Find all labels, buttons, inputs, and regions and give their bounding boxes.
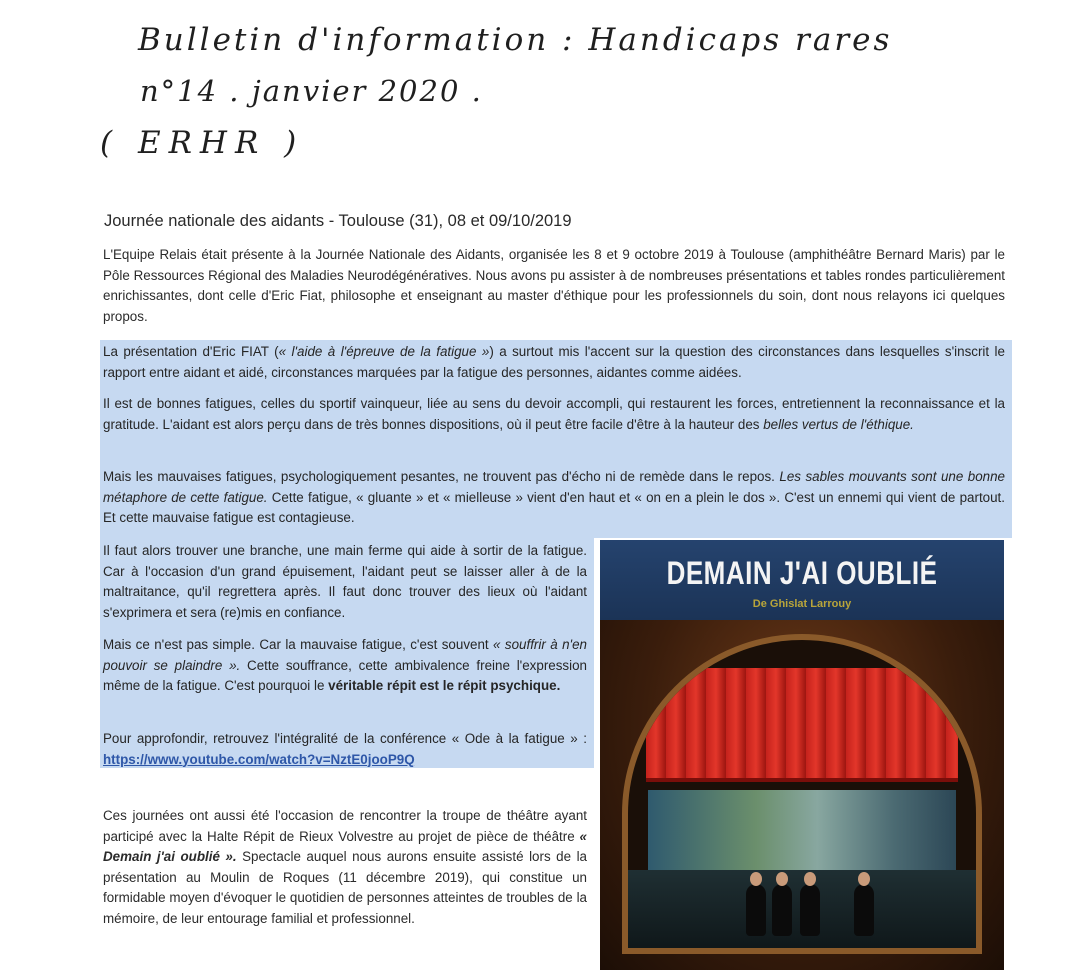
paragraph-find-branch: Il faut alors trouver une branche, une main ferme qui aide à sortir de la fatigue. Car à l'occasion d'un grand épuisement, l'aidant peut se laisser aller à de la maltraitance, qu'il regrettera après. Il faut donc trouver des lieux où l'aidant s'exprimera et sera (re)mis en confiance. [103, 543, 587, 620]
handwritten-erhr: ( ERHR ) [100, 125, 305, 161]
paragraph-bad-fatigue [103, 467, 1005, 529]
paragraph-good-fatigue [103, 394, 1005, 435]
p5-bold: véritable répit est le répit psychique. [328, 678, 561, 693]
actor-figure [854, 884, 874, 936]
actor-figure [746, 884, 766, 936]
handwritten-bulletin-title: Bulletin d'information : Handicaps rares [138, 22, 893, 58]
last-text-a: Ces journées ont aussi été l'occasion de rencontrer la troupe de théâtre ayant participé avec la Halte Répit de Rieux Volvestre au projet de pièce de théâtre [103, 808, 587, 844]
poster-title: DEMAIN J'AI OUBLIÉ [666, 554, 938, 592]
p6-text-a: Pour approfondir, retrouvez l'intégralité de la conférence « Ode à la fatigue » : [103, 731, 587, 746]
p2-italic: belles vertus de l'éthique. [763, 416, 914, 432]
article-title: Journée nationale des aidants - Toulouse (31), 08 et 09/10/2019 [104, 212, 572, 230]
p5-italic: « souffrir à n'en pouvoir se plaindre ». [103, 637, 587, 673]
p1-text-c: ) a surtout mis l'accent sur la question des circonstances dans lesquelles s'inscrit le rapport entre aidant et aidé, circonstances marquées par la fatigue des personnes, aidantes comme aidées. [103, 344, 1005, 380]
play-poster-image [600, 540, 1004, 970]
youtube-link[interactable]: https://www.youtube.com/watch?v=NztE0jooP9Q [103, 751, 415, 767]
p3-text-a: Mais les mauvaises fatigues, psychologiquement pesantes, ne trouvent pas d'écho ni de remède dans le repos. [103, 469, 780, 484]
painted-backdrop [648, 790, 956, 870]
red-curtain [646, 668, 958, 782]
p2-text-a: Il est de bonnes fatigues, celles du sportif vainqueur, liée au sens du devoir accompli, qui restaurent les forces, entretiennent la reconnaissance et la gratitude. L'aidant est alors perçu dans de très bonnes dispositions, où il peut être facile d'être à la hauteur des [103, 396, 1005, 432]
p1-text-a: La présentation d'Eric FIAT ( [103, 344, 279, 359]
paragraph-theatre [103, 806, 587, 929]
last-text-c: Spectacle auquel nous aurons ensuite assisté lors de la présentation au Moulin de Roques (11 décembre 2019), qui constitue un formidable moyen d'évoquer le quotidien de personnes atteintes de troubles de la mémoire, de leur entourage familial et professionnel. [103, 849, 587, 926]
actor-figure [800, 884, 820, 936]
last-play-title: « Demain j'ai oublié ». [103, 828, 587, 864]
intro-paragraph: L'Equipe Relais était présente à la Journée Nationale des Aidants, organisée les 8 et 9 octobre 2019 à Toulouse (amphithéâtre Bernard Maris) par le Pôle Ressources Régional des Maladies Neurodégénératives. Nous avons pu assister à de nombreuses présentations et tables rondes particulièrement enrichissantes, dont celle d'Eric Fiat, philosophe et enseignant au master d'éthique pour les professionnels du soin, dont nous relayons ici quelques propos. [103, 247, 1005, 324]
p3-italic: Les sables mouvants sont une bonne métaphore de cette fatigue. [103, 469, 1006, 505]
paragraph-fiat-presentation [103, 342, 1005, 383]
p5-text-a: Mais ce n'est pas simple. Car la mauvaise fatigue, c'est souvent [103, 637, 494, 652]
p1-quote: « l'aide à l'épreuve de la fatigue » [278, 344, 490, 359]
p3-text-c: Cette fatigue, « gluante » et « mielleuse » vient d'en haut et « on en a plein le dos ». C'est un ennemi qui vient de partout. Et cette mauvaise fatigue est contagieuse. [103, 489, 1005, 525]
p5-text-c: Cette souffrance, cette ambivalence freine l'expression même de la fatigue. C'est pourquoi le [103, 657, 587, 693]
poster-subtitle: De Ghislat Larrouy [752, 598, 852, 610]
actor-figure [772, 884, 792, 936]
stage-arch [622, 634, 982, 954]
paragraph-approfondir [103, 729, 587, 770]
paragraph-not-simple [103, 635, 587, 697]
handwritten-issue-date: n°14 . janvier 2020 . [140, 74, 483, 108]
